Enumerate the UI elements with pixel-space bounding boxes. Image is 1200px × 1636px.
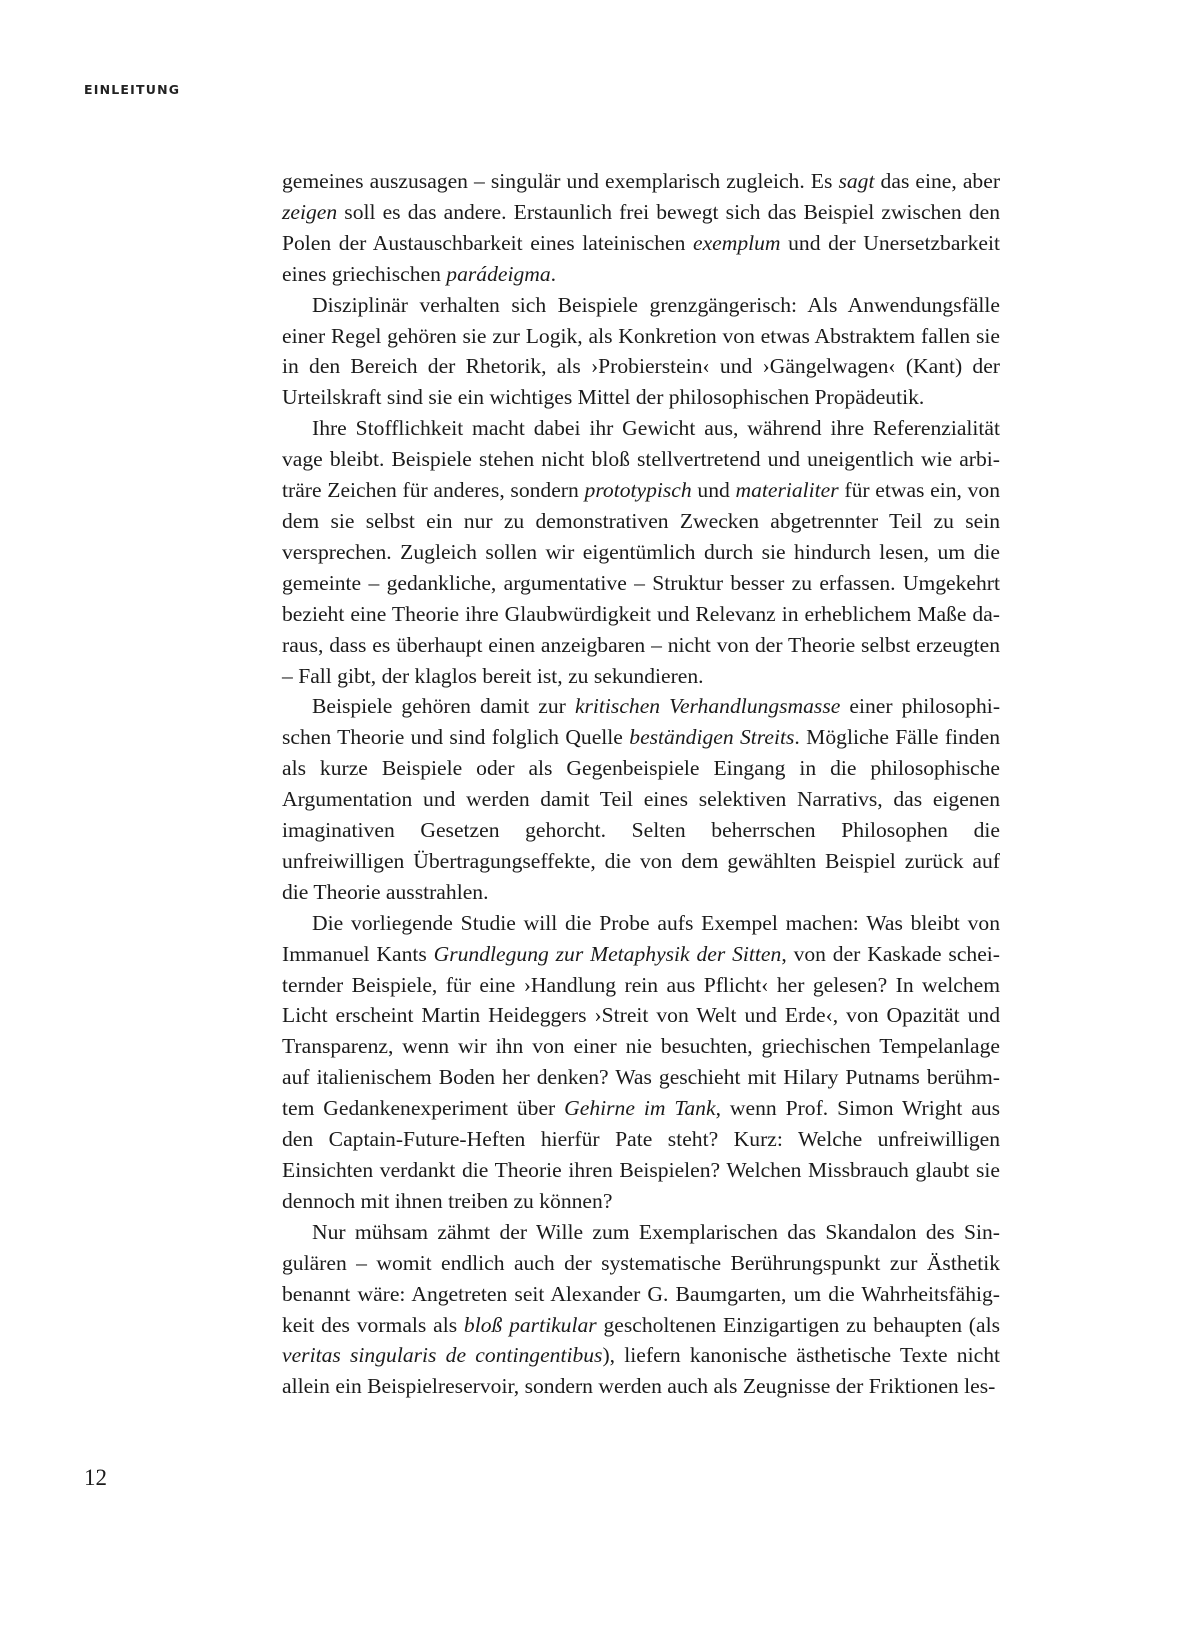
- paragraph: [282, 908, 1000, 1217]
- text-run: ), liefern kanonische ästhetische Texte nicht allein ein Beispielreservoir, sondern werden auch als Zeugnisse der Friktionen les-: [282, 1343, 1000, 1399]
- italic-text: exemplum: [692, 230, 781, 255]
- paragraph: [282, 290, 1000, 414]
- running-head: EINLEITUNG: [84, 82, 181, 97]
- text-run: gemeines auszusagen – singulär und exemplarisch zugleich. Es: [282, 169, 839, 193]
- text-run: und der Unersetzbarkeit eines griechischen: [282, 230, 1000, 286]
- italic-text: veritas singularis de contingentibus: [282, 1343, 603, 1368]
- italic-text: Grundlegung zur Metaphysik der Sitten: [433, 941, 782, 966]
- text-run: Beispiele gehören damit zur: [312, 694, 575, 719]
- text-run: soll es das andere. Erstaunlich frei bewegt sich das Beispiel zwischen den Polen der Austauschbarkeit eines lateinischen: [282, 199, 1000, 255]
- paragraph: [282, 166, 1000, 290]
- italic-text: zeigen: [282, 199, 338, 224]
- paragraph: [282, 413, 1000, 691]
- italic-text: sagt: [838, 169, 875, 193]
- text-run: , von der Kaskade scheiternder Beispiele, für eine ›Handlung rein aus Pflicht‹ her gelesen? In welchem Licht erscheint Martin Heideggers ›Streit von Welt und Erde‹, von Opazität und Transparenz, wenn wir ihn von einer nie besuchten, griechischen Tempelanlage auf italienischem Boden her denken? Was geschieht mit Hilary Putnams berühmtem Gedankenexperiment über: [282, 941, 1000, 1121]
- text-run: gescholtenen Einzigartigen zu behaupten (als: [596, 1312, 1000, 1337]
- text-run: , wenn Prof. Simon Wright aus den Captain-Future-Heften hierfür Pate steht? Kurz: Welche unfreiwilligen Einsichten verdankt die Theorie ihren Beispielen? Welchen Missbrauch glaubt sie dennoch mit ihnen treiben zu können?: [282, 1096, 1001, 1213]
- italic-text: bloß partikular: [463, 1312, 597, 1337]
- text-run: . Mögliche Fälle finden als kurze Beispiele oder als Gegenbeispiele Eingang in die philosophische Argumentation und werden damit Teil eines selektiven Narrativs, das eigenen imaginativen Gesetzen gehorcht. Selten beherrschen Philosophen die unfreiwilligen Übertragungseffekte, die von dem gewählten Beispiel zurück auf die Theorie ausstrahlen.: [282, 725, 1000, 904]
- italic-text: kritischen Verhandlungsmasse: [574, 694, 841, 719]
- italic-text: parádeigma: [446, 261, 551, 286]
- text-run: Nur mühsam zähmt der Wille zum Exemplarischen das Skandalon des Singulären – womit endlich auch der systematische Berührungspunkt zur Ästhetik benannt wäre: Angetreten seit Alexander G. Baumgarten, um die Wahrheitsfähigkeit des vormals als: [282, 1219, 1000, 1337]
- page-number: 12: [84, 1465, 107, 1490]
- body-text: [282, 166, 1000, 1402]
- italic-text: beständigen Streits: [629, 725, 795, 750]
- text-run: und: [691, 478, 736, 503]
- text-run: Ihre Stofflichkeit macht dabei ihr Gewicht aus, während ihre Referenzialität vage bleibt. Beispiele stehen nicht bloß stellvertretend und uneigentlich wie arbiträre Zeichen für anderes, sondern: [282, 416, 1000, 503]
- text-run: einer philosophischen Theorie und sind folglich Quelle: [282, 694, 1001, 750]
- italic-text: materialiter: [735, 478, 839, 503]
- italic-text: prototypisch: [584, 478, 692, 503]
- text-run: das eine, aber: [874, 169, 1001, 193]
- italic-text: Gehirne im Tank: [564, 1096, 716, 1121]
- paragraph: [282, 1217, 1000, 1402]
- text-run: Disziplinär verhalten sich Beispiele grenzgängerisch: Als Anwendungsfälle einer Regel gehören sie zur Logik, als Konkretion von etwas Abstraktem fallen sie in den Bereich der Rhetorik, als ›Probierstein‹ und ›Gängelwagen‹ (Kant) der Urteilskraft sind sie ein wichtiges Mittel der philosophischen Propädeutik.: [282, 292, 1000, 410]
- text-run: .: [550, 261, 557, 286]
- text-run: Die vorliegende Studie will die Probe aufs Exempel machen: Was bleibt von Immanuel Kants: [282, 910, 1000, 966]
- paragraph: [282, 691, 1000, 907]
- text-run: für etwas ein, von dem sie selbst ein nur zu demonstrativen Zwecken abgetrennter Teil zu sein versprechen. Zugleich sollen wir eigentümlich durch sie hindurch lesen, um die gemeinte – gedankliche, argumentative – Struktur besser zu erfassen. Umgekehrt bezieht eine Theorie ihre Glaubwürdigkeit und Relevanz in erheblichem Maße daraus, dass es überhaupt einen anzeigbaren – nicht von der Theorie selbst erzeugten – Fall gibt, der klaglos bereit ist, zu sekundieren.: [282, 478, 1001, 688]
